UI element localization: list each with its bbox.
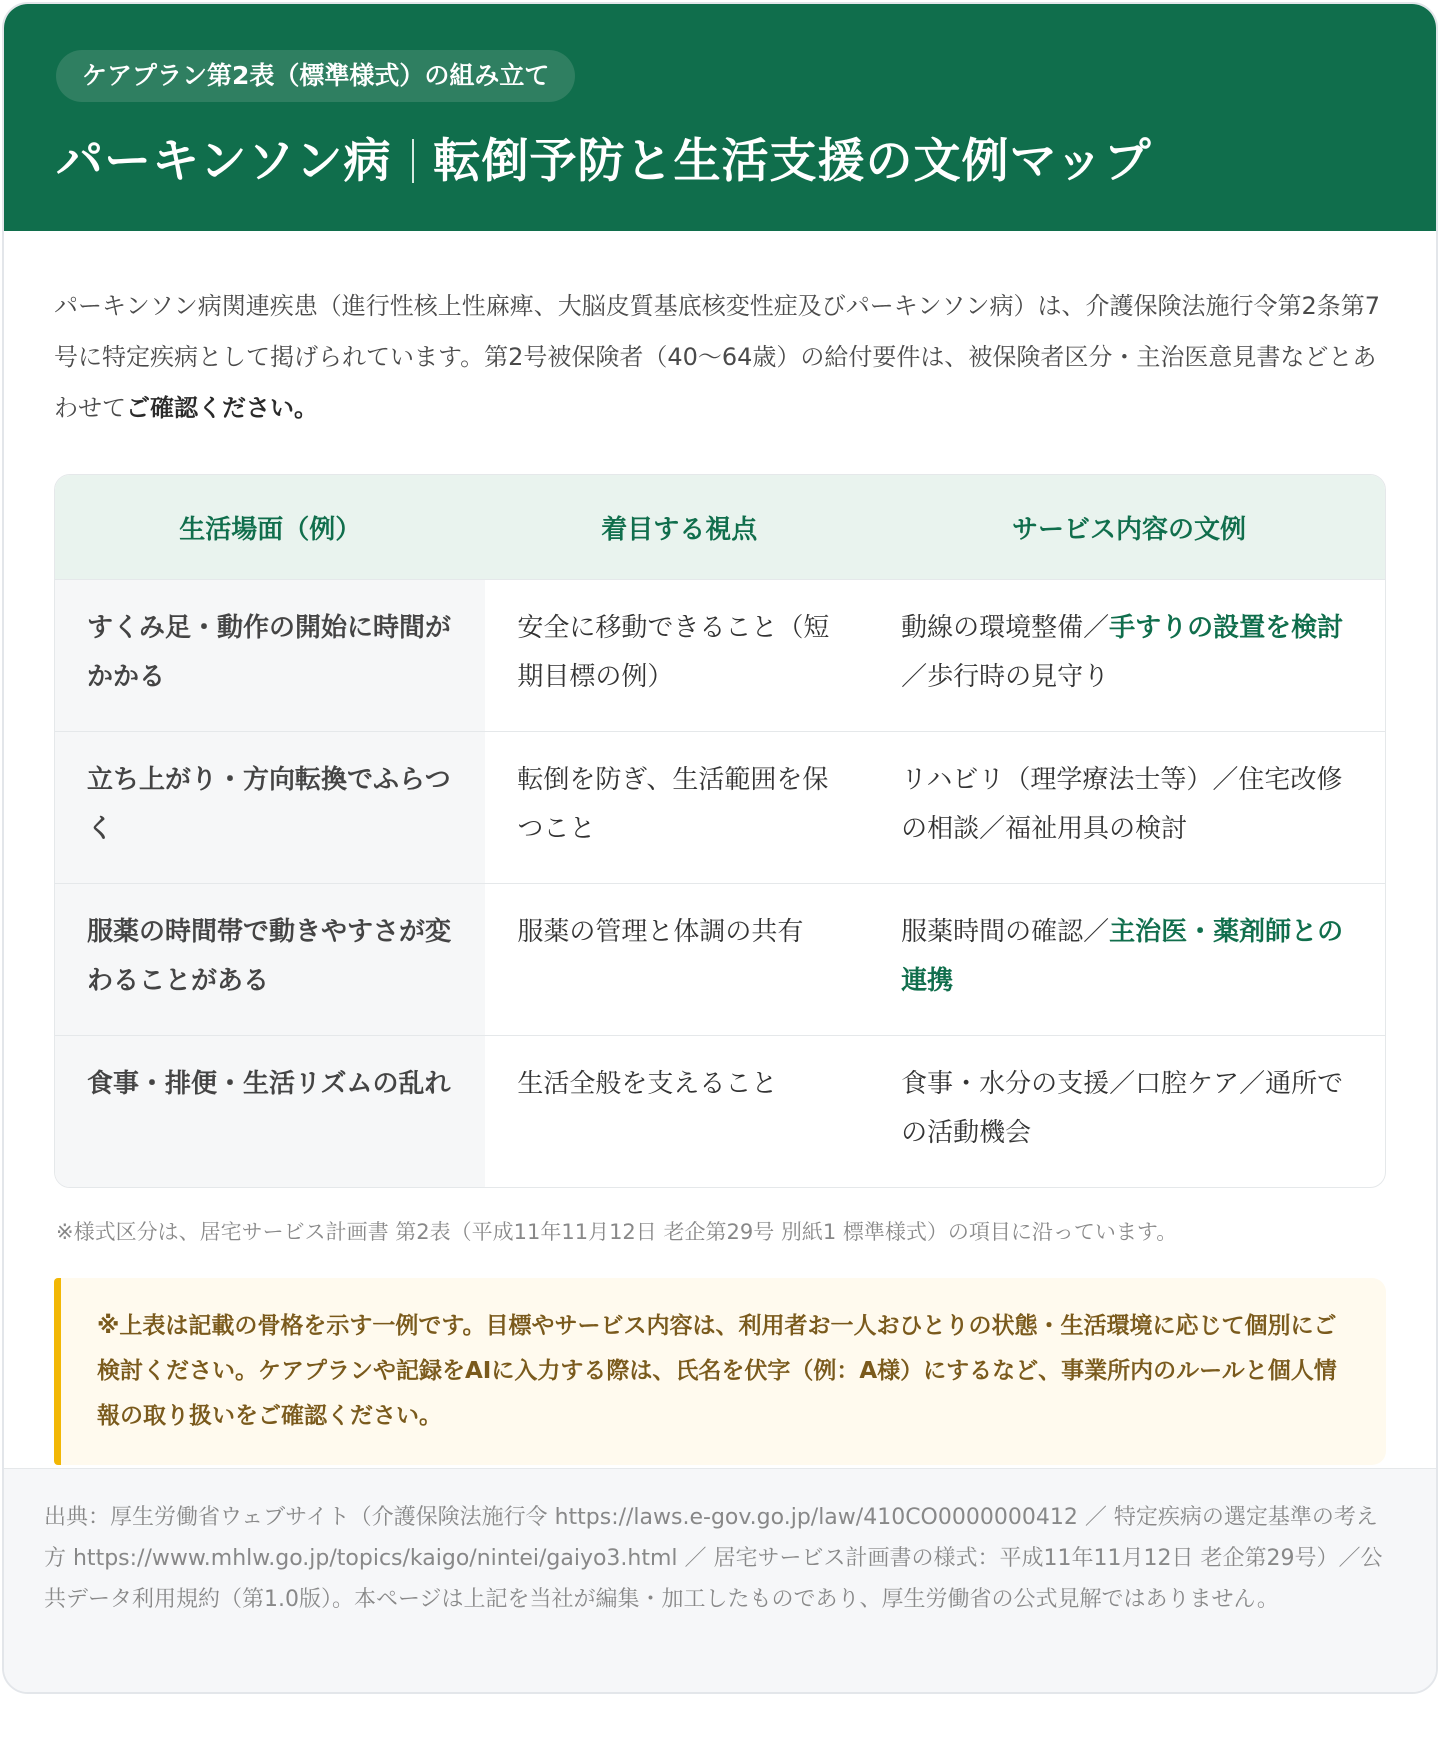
service-cell <box>873 732 1385 883</box>
title-divider <box>412 139 414 183</box>
intro-paragraph <box>54 281 1384 434</box>
intro-emphasis: ご確認ください。 <box>126 394 318 422</box>
title-topic: 転倒予防と生活支援の文例マップ <box>433 134 1152 189</box>
page-title <box>56 124 1384 191</box>
table-header <box>55 475 1385 579</box>
intro-text: パーキンソン病関連疾患（進行性核上性麻痺、大脳皮質基底核変性症及びパーキンソン病）は、介護保険法施行令第2条第7号に特定疾病として掲げられています。第2号被保険者（40〜64歳）の給付要件は、被保険者区分・主治医意見書などとあわせて <box>54 292 1381 422</box>
table-row <box>55 883 1385 1035</box>
table-row <box>55 579 1385 731</box>
table-row <box>55 731 1385 883</box>
service-cell <box>873 884 1385 1035</box>
viewpoint-cell: 服薬の管理と体調の共有 <box>517 917 804 947</box>
service-text: 服薬時間の確認／ <box>901 917 1110 947</box>
service-text-after: ／歩行時の見守り <box>901 662 1110 692</box>
viewpoint-cell: 転倒を防ぎ、生活範囲を保つこと <box>517 765 829 844</box>
content-card <box>2 2 1438 1694</box>
viewpoint-cell: 生活全般を支えること <box>517 1069 778 1099</box>
example-table <box>54 474 1386 1188</box>
source-footer: 出典：厚生労働省ウェブサイト（介護保険法施行令 https://laws.e-gov.go.jp/law/410CO0000000412 ／ 特定疾病の選定基準の考え方 https://www.mhlw.go.jp/topics/kaigo/nintei/gaiyo3.html ／ 居宅サービス計画書の様式：平成11年11月12日 老企第29号）／公共データ利用規約（第1.0版）。本ページは上記を当社が編集・加工したものであり、厚生労働省の公式見解ではありません。 <box>4 1468 1436 1692</box>
category-badge: ケアプラン第2表（標準様式）の組み立て <box>56 50 575 102</box>
service-highlight: 主治医・薬剤師との連携 <box>901 917 1344 996</box>
header-scene: 生活場面（例） <box>179 514 362 545</box>
table-row <box>55 1035 1385 1187</box>
header-banner <box>4 4 1436 231</box>
scene-cell: 食事・排便・生活リズムの乱れ <box>55 1036 485 1187</box>
service-text: 動線の環境整備／ <box>901 613 1110 643</box>
service-highlight: 手すりの設置を検討 <box>1109 613 1344 643</box>
service-cell <box>873 580 1385 731</box>
scene-cell: 立ち上がり・方向転換でふらつく <box>55 732 485 883</box>
title-disease: パーキンソン病 <box>56 134 392 189</box>
viewpoint-cell: 安全に移動できること（短期目標の例） <box>517 613 830 692</box>
format-note: ※様式区分は、居宅サービス計画書 第2表（平成11年11月12日 老企第29号 別紙1 標準様式）の項目に沿っています。 <box>56 1220 1178 1244</box>
scene-cell: 服薬の時間帯で動きやすさが変わることがある <box>55 884 485 1035</box>
service-cell <box>873 1036 1385 1187</box>
scene-cell: すくみ足・動作の開始に時間がかかる <box>55 580 485 731</box>
service-text: リハビリ（理学療法士等）／住宅改修の相談／福祉用具の検討 <box>901 765 1343 844</box>
service-text: 食事・水分の支援／口腔ケア／通所での活動機会 <box>901 1069 1344 1148</box>
header-service: サービス内容の文例 <box>1012 514 1247 545</box>
caution-box: ※上表は記載の骨格を示す一例です。目標やサービス内容は、利用者お一人おひとりの状態・生活環境に応じて個別にご検討ください。ケアプランや記録をAIに入力する際は、氏名を伏字（例：A様）にするなど、事業所内のルールと個人情報の取り扱いをご確認ください。 <box>54 1278 1386 1465</box>
header-viewpoint: 着目する視点 <box>601 514 758 545</box>
